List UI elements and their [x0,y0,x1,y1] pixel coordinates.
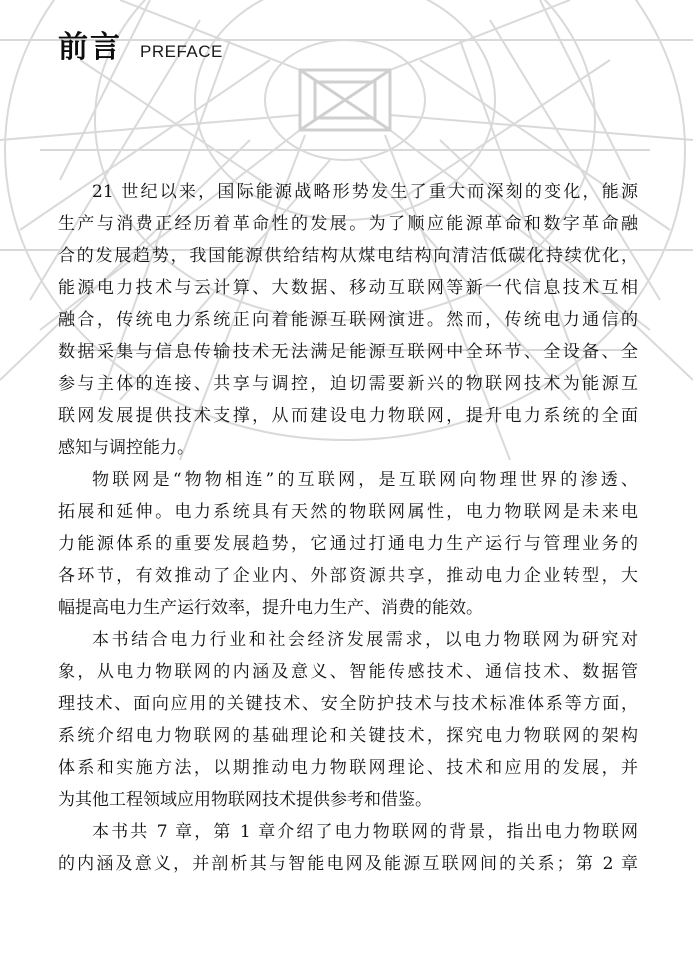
text-line: 的内涵及意义，并剖析其与智能电网及能源互联网间的关系；第 2 章 [58,854,638,874]
page-title: 前言 [58,30,122,65]
text-line: 象，从电力物联网的内涵及意义、智能传感技术、通信技术、数据管 [58,662,638,682]
text-line: 力能源体系的重要发展趋势，它通过打通电力生产运行与管理业务的 [58,534,638,554]
text-line: 拓展和延伸。电力系统具有天然的物联网属性，电力物联网是未来电 [58,502,638,522]
text-line: 为其他工程领域应用物联网技术提供参考和借鉴。 [58,790,432,810]
text-line: 体系和实施方法，以期推动电力物联网理论、技术和应用的发展，并 [58,758,638,778]
paragraph-2 [58,464,638,624]
text-line: 联网发展提供技术支撑，从而建设电力物联网，提升电力系统的全面 [58,406,638,426]
text-line: 系统介绍电力物联网的基础理论和关键技术，探究电力物联网的架构 [58,726,638,746]
text-line: 感知与调控能力。 [58,438,194,458]
text-line: 理技术、面向应用的关键技术、安全防护技术与技术标准体系等方面， [58,694,638,714]
text-line: 数据采集与信息传输技术无法满足能源互联网中全环节、全设备、全 [58,342,638,362]
paragraph-4 [58,816,638,880]
paragraph-1 [58,176,638,464]
text-line: 21 世纪以来，国际能源战略形势发生了重大而深刻的变化，能源 [92,182,638,202]
text-line: 能源电力技术与云计算、大数据、移动互联网等新一代信息技术互相 [58,278,638,298]
text-line: 生产与消费正经历着革命性的发展。为了顺应能源革命和数字革命融 [58,214,638,234]
text-line: 幅提高电力生产运行效率，提升电力生产、消费的能效。 [58,598,483,618]
text-line: 参与主体的连接、共享与调控，迫切需要新兴的物联网技术为能源互 [58,374,638,394]
page-subtitle: PREFACE [140,42,223,61]
text-line: 融合，传统电力系统正向着能源互联网演进。然而，传统电力通信的 [58,310,638,330]
preface-body [58,176,638,880]
paragraph-3 [58,624,638,816]
page-header [58,22,223,66]
text-line: 本书结合电力行业和社会经济发展需求，以电力物联网为研究对 [92,630,638,650]
text-line: 合的发展趋势，我国能源供给结构从煤电结构向清洁低碳化持续优化， [58,246,638,266]
text-line: 本书共 7 章，第 1 章介绍了电力物联网的背景，指出电力物联网 [92,822,638,842]
text-line: 物联网是“物物相连”的互联网，是互联网向物理世界的渗透、 [92,470,638,490]
text-line: 各环节，有效推动了企业内、外部资源共享，推动电力企业转型，大 [58,566,638,586]
